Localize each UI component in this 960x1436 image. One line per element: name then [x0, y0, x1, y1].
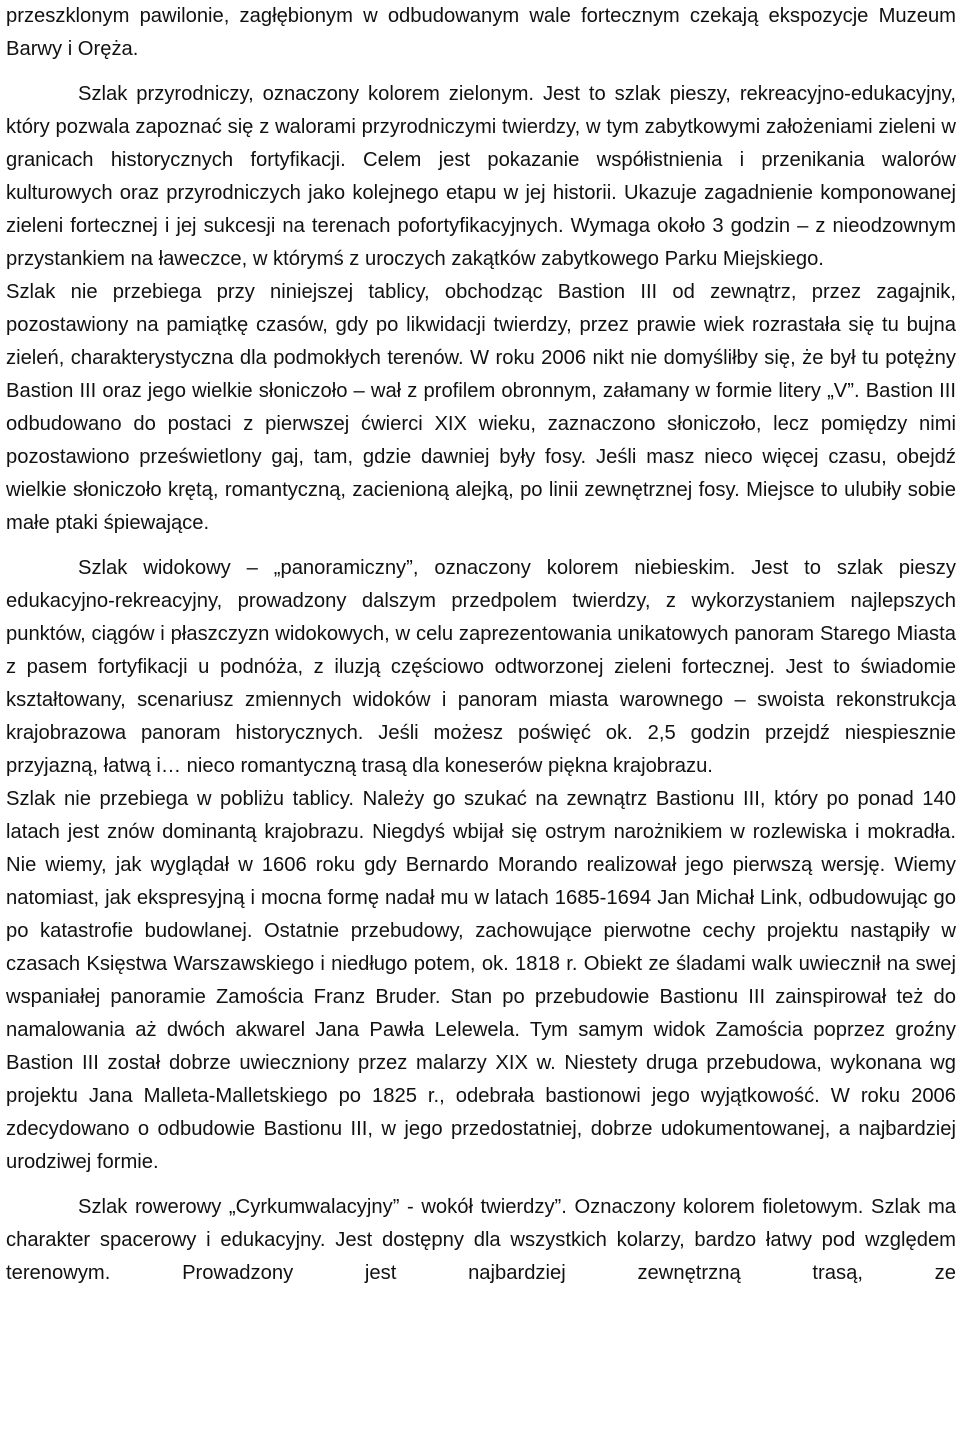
- paragraph-bastion-history: Szlak nie przebiega w pobliżu tablicy. Należy go szukać na zewnątrz Bastionu III, który po ponad 140 latach jest znów dominantą krajobrazu. Niegdyś wbijał się ostrym narożnikiem w rozlewiska i mokradła. Nie wiemy, jak wyglądał w 1606 roku gdy Bernardo Morando realizował jego pierwszą wersję. Wiemy natomiast, jak ekspresyjną i mocna formę nadał mu w latach 1685-1694 Jan Michał Link, odbudowując go po katastrofie budowlanej. Ostatnie przebudowy, zachowujące pierwotne cechy projektu nastąpiły w czasach Księstwa Warszawskiego i niedługo potem, ok. 1818 r. Obiekt ze śladami walk uwiecznił na swej wspaniałej panoramie Zamościa Franz Bruder. Stan po przebudowie Bastionu III zainspirował też do namalowania aż dwóch akwarel Jana Pawła Lelewela. Tym samym widok Zamościa poprzez groźny Bastion III został dobrze uwieczniony przez malarzy XIX w. Niestety druga przebudowa, wykonana wg projektu Jana Malleta-Malletskiego po 1825 r., odebrała bastionowi jego wyjątkowość. W roku 2006 zdecydowano o odbudowie Bastionu III, w jego przedostatniej, dobrze udokumentowanej, a najbardziej urodziwej formie.: [6, 788, 956, 1173]
- paragraph-museum-end: przeszklonym pawilonie, zagłębionym w odbudowanym wale fortecznym czekają ekspozycje Muzeum Barwy i Oręża.: [6, 5, 956, 60]
- document-page: [6, 0, 956, 1290]
- paragraph-nature-trail-route: Szlak nie przebiega przy niniejszej tablicy, obchodząc Bastion III od zewnątrz, przez zagajnik, pozostawiony na pamiątkę czasów, gdy po likwidacji twierdzy, przez prawie wiek rozrastała się tu bujna zieleń, charakterystyczna dla podmokłych terenów. W roku 2006 nikt nie domyśliłby się, że był tu potężny Bastion III oraz jego wielkie słoniczoło – wał z profilem obronnym, załamany w formie litery „V”. Bastion III odbudowano do postaci z pierwszej ćwierci XIX wieku, zaznaczono słoniczoło, lecz pomiędzy nimi pozostawiono prześwietlony gaj, tam, gdzie dawniej były fosy. Jeśli masz nieco więcej czasu, obejdź wielkie słoniczoło krętą, romantyczną, zacienioną alejką, po linii zewnętrznej fosy. Miejsce to ulubiły sobie małe ptaki śpiewające.: [6, 281, 956, 534]
- paragraph-bicycle-trail: Szlak rowerowy „Cyrkumwalacyjny” - wokół twierdzy”. Oznaczony kolorem fioletowym. Szlak ma charakter spacerowy i edukacyjny. Jest dostępny dla wszystkich kolarzy, bardzo łatwy pod względem terenowym. Prowadzony jest najbardziej zewnętrzną trasą, ze: [6, 1196, 956, 1284]
- paragraph-nature-trail: Szlak przyrodniczy, oznaczony kolorem zielonym. Jest to szlak pieszy, rekreacyjno-edukacyjny, który pozwala zapoznać się z walorami przyrodniczymi twierdzy, w tym zabytkowymi założeniami zieleni w granicach historycznych fortyfikacji. Celem jest pokazanie współistnienia i przenikania walorów kulturowych oraz przyrodniczych jako kolejnego etapu w jej historii. Ukazuje zagadnienie komponowanej zieleni fortecznej i jej sukcesji na terenach pofortyfikacyjnych. Wymaga około 3 godzin – z nieodzownym przystankiem na ławeczce, w którymś z uroczych zakątków zabytkowego Parku Miejskiego.: [6, 83, 956, 270]
- paragraph-panoramic-trail: Szlak widokowy – „panoramiczny”, oznaczony kolorem niebieskim. Jest to szlak pieszy edukacyjno-rekreacyjny, prowadzony dalszym przedpolem twierdzy, z wykorzystaniem najlepszych punktów, ciągów i płaszczyzn widokowych, w celu zaprezentowania unikatowych panoram Starego Miasta z pasem fortyfikacji u podnóża, z iluzją częściowo odtworzonej zieleni fortecznej. Jest to świadomie kształtowany, scenariusz zmiennych widoków i panoram miasta warownego – swoista rekonstrukcja krajobrazowa panoram historycznych. Jeśli możesz poświęć ok. 2,5 godzin przejdź niespiesznie przyjazną, łatwą i… nieco romantyczną trasą dla koneserów piękna krajobrazu.: [6, 557, 956, 777]
